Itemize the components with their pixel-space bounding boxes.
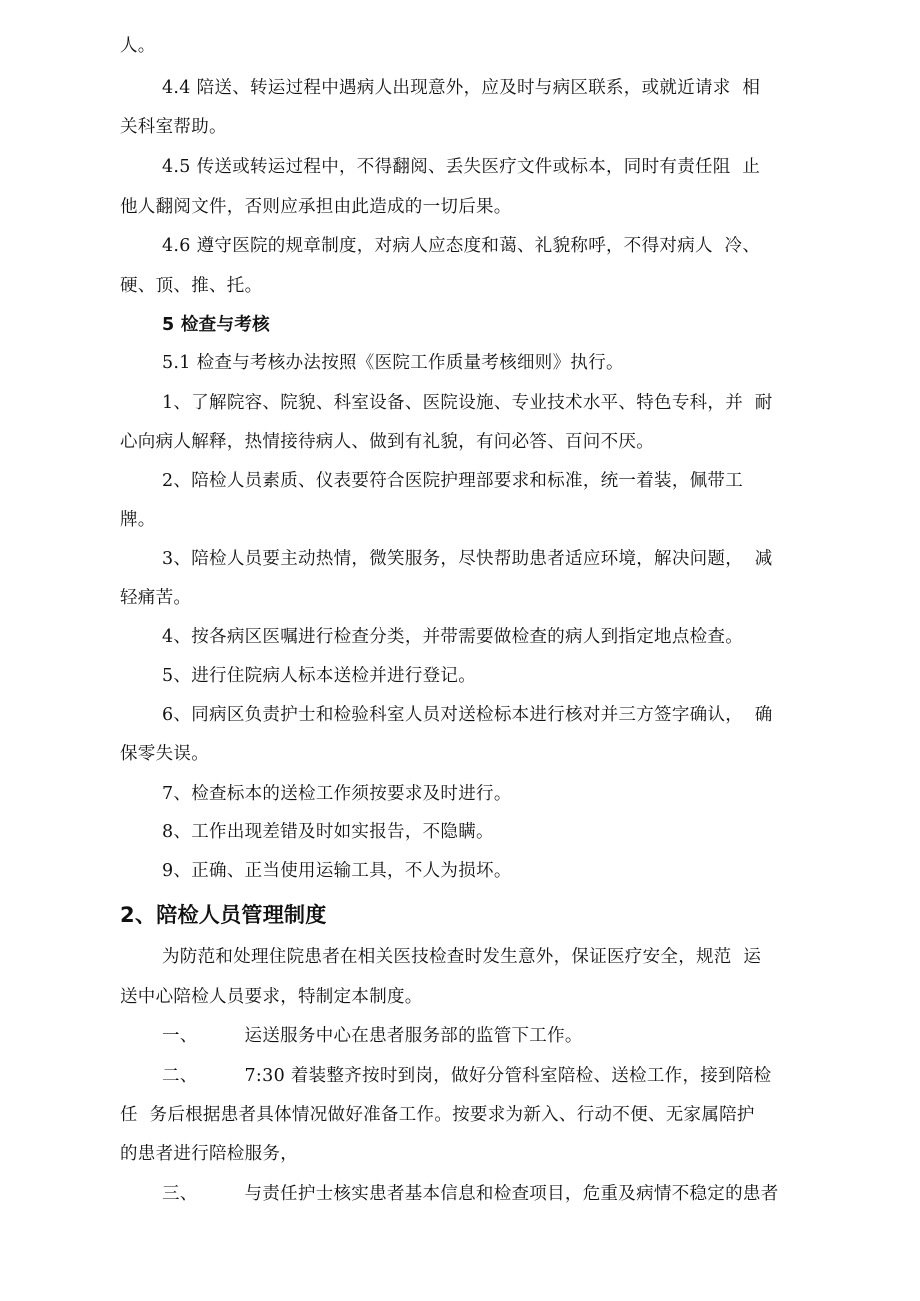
text-line: 保零失误。 (120, 744, 209, 764)
text-line: 2、陪检人员素质、仪表要符合医院护理部要求和标准，统一着装，佩带工 (162, 471, 744, 491)
text-line: 4.6 遵守医院的规章制度，对病人应态度和蔼、礼貌称呼，不得对病人 冷、 (162, 236, 761, 256)
text-line: 6、同病区负责护士和检验科室人员对送检标本进行核对并三方签字确认， 确 (162, 705, 773, 725)
text-line: 心向病人解释，热情接待病人、做到有礼貌，有问必答、百问不厌。 (120, 432, 654, 452)
text-line: 4.5 传送或转运过程中，不得翻阅、丢失医疗文件或标本，同时有责任阻 止 (162, 157, 761, 177)
text-line: 4.4 陪送、转运过程中遇病人出现意外，应及时与病区联系，或就近请求 相 (162, 78, 761, 98)
text-line: 牌。 (120, 510, 156, 530)
text-line: 送中心陪检人员要求，特制定本制度。 (120, 987, 423, 1007)
text-line: 硬、顶、推、托。 (120, 276, 263, 296)
text-line: 8、工作出现差错及时如实报告，不隐瞒。 (162, 822, 494, 842)
text-line: 任 务后根据患者具体情况做好准备工作。按要求为新入、行动不便、无家属陪护 (120, 1105, 755, 1125)
text-line: 人。 (120, 36, 156, 56)
text-line: 为防范和处理住院患者在相关医技检查时发生意外，保证医疗安全，规范 运 (162, 947, 762, 967)
text-line: 轻痛苦。 (120, 588, 192, 608)
text-line: 关科室帮助。 (120, 117, 227, 137)
text-line: 9、正确、正当使用运输工具，不人为损坏。 (162, 861, 512, 881)
heading-section-2: 2、陪检人员管理制度 (120, 903, 327, 927)
text-line: 二、 7:30 着装整齐按时到岗，做好分管科室陪检、送检工作，接到陪检 (162, 1066, 772, 1086)
text-line: 3、陪检人员要主动热情，微笑服务，尽快帮助患者适应环境，解决问题， 减 (162, 549, 773, 569)
text-line: 1、了解院容、院貌、科室设备、医院设施、专业技术水平、特色专科，并 耐 (162, 393, 773, 413)
text-line: 三、 与责任护士核实患者基本信息和检查项目，危重及病情不稳定的患者 (162, 1184, 779, 1204)
text-line: 5.1 检查与考核办法按照《医院工作质量考核细则》执行。 (162, 353, 624, 373)
text-line: 7、检查标本的送检工作须按要求及时进行。 (162, 784, 512, 804)
text-line: 他人翻阅文件，否则应承担由此造成的一切后果。 (120, 197, 512, 217)
text-line: 5、进行住院病人标本送检并进行登记。 (162, 666, 477, 686)
text-line: 4、按各病区医嘱进行检查分类，并带需要做检查的病人到指定地点检查。 (162, 627, 744, 647)
text-line: 一、 运送服务中心在患者服务部的监管下工作。 (162, 1026, 583, 1046)
text-line: 的患者进行陪检服务， (120, 1144, 298, 1164)
section-heading: 5 检查与考核 (162, 315, 270, 335)
